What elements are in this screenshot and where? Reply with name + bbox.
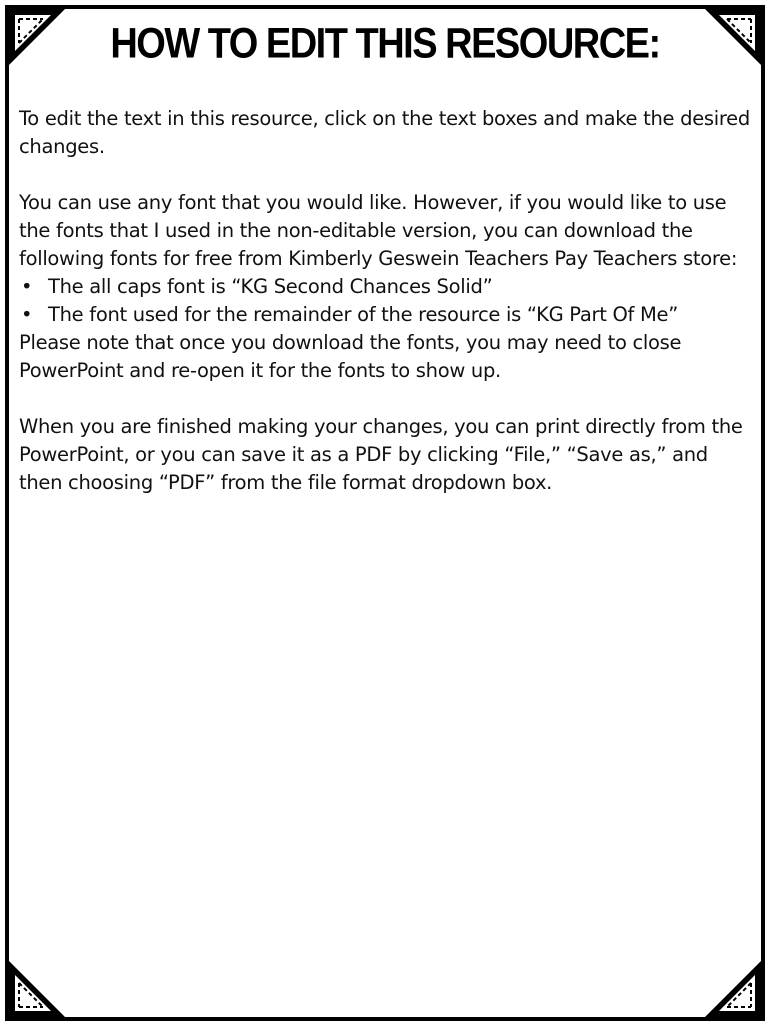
page-frame (5, 5, 765, 1021)
page-title: HOW TO EDIT THIS RESOURCE: (110, 20, 660, 68)
paragraph-fonts: You can use any font that you would like. However, if you would like to use the fonts that I used in the non-editable version, you can download the following fonts for free from Kimberly Geswein Teachers Pay Teachers store: (19, 191, 738, 270)
paragraph-finish: When you are finished making your changes, you can print directly from the PowerPoint, or you can save it as a PDF by clicking “File,” “Save as,” and then choosing “PDF” from the file format dropdown box. (19, 415, 743, 494)
corner-decoration-bottom-right-icon (705, 961, 761, 1017)
paragraph-edit-text: To edit the text in this resource, click on the text boxes and make the desired changes. (19, 107, 750, 158)
list-item (19, 301, 751, 329)
bullet-marker: • (21, 275, 33, 298)
list-item (19, 273, 751, 301)
paragraph-spacer (19, 385, 751, 413)
bullet-marker: • (21, 303, 33, 326)
instructions-text-box[interactable] (19, 105, 751, 497)
corner-decoration-bottom-left-icon (9, 961, 65, 1017)
paragraph-spacer (19, 161, 751, 189)
font-list (19, 273, 751, 329)
list-item-text: The font used for the remainder of the resource is “KG Part Of Me” (48, 303, 679, 326)
paragraph-note: Please note that once you download the fonts, you may need to close PowerPoint and re-open it for the fonts to show up. (19, 331, 682, 382)
list-item-text: The all caps font is “KG Second Chances Solid” (48, 275, 493, 298)
